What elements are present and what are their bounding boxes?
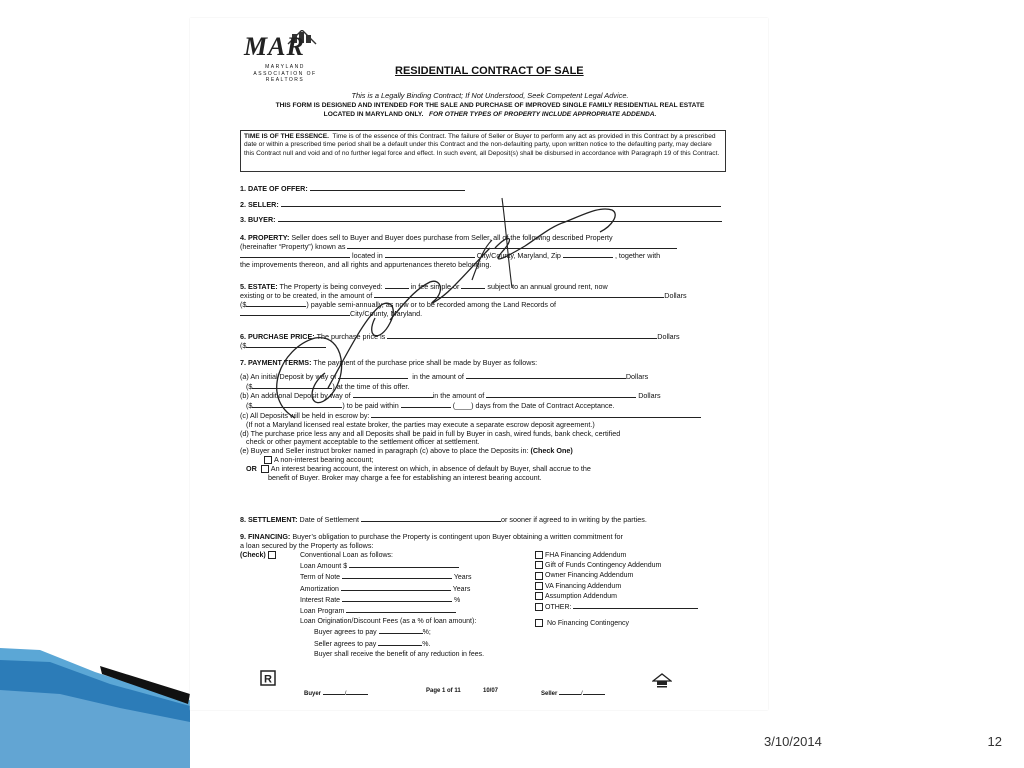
slide-page-number: 12	[987, 734, 1002, 749]
purpose-line-2: LOCATED IN MARYLAND ONLY. FOR OTHER TYPES OF PROPERTY INCLUDE APPROPRIATE ADDENDA.	[323, 111, 657, 118]
document-subtitle: This is a Legally Binding Contract; If Not Understood, Seek Competent Legal Advice.	[351, 91, 629, 100]
checkbox-va[interactable]	[535, 582, 543, 590]
checkbox-gift-funds[interactable]	[535, 561, 543, 569]
purpose-line-1: THIS FORM IS DESIGNED AND INTENDED FOR THE SALE AND PURCHASE OF IMPROVED SINGLE FAMILY RESIDENTIAL REAL ESTATE	[275, 102, 705, 109]
checkbox-owner-financing[interactable]	[535, 572, 543, 580]
checkbox-no-financing[interactable]	[535, 619, 543, 627]
contract-document: MAR MARYLAND ASSOCIATION OF REALTORS RESIDENTIAL CONTRACT OF SALE This is a Legally Binding Contract; If Not Understood, Seek Competent Legal Advice. THIS FORM IS DESIGNED AND INTENDED FOR THE SALE AND PURCHASE OF IMPROVED SINGLE FAMILY RESIDENTIAL REAL ESTATE LOCATED IN MARYLAND ONLY. FOR OTHER TYPES OF PROPERTY INCLUDE APPROPRIATE ADDENDA. TIME IS OF THE ESSENCE. Time is of the essence of this Contract. The failure of Seller or Buyer to perform any act as provided in this Contract by a prescribed date or within a prescribed time period shall be a default under this Contract and the non-defaulting party, upon written notice to the defaulting party, may declare this Contract null and void and of no further legal force and effect. In such event, all Deposit(s) shall be disbursed in accordance with Paragraph 19 of this Contract. 1. DATE OF OFFER: 2. SELLER: 3. BUYER: 4. PROPERTY: Seller does sell to Buyer and Buyer does purchase from Seller, all of the following described Property (hereinafter “Property”) known as located in City/County, Maryland, Zip , together with the improvements thereon, and all rights and appurtenances thereto belonging. 5. ESTATE: The Property is being conveyed: in fee simple or subject to an annual ground rent, now existing or to be created, in the amount of Dollars ($ ) payable semi-annually, as now or to be recorded among the Land Records of City/County, Maryland. 6. PURCHASE PRICE: The purchase price is Dollars ($ 7. PAYMENT TERMS: The payment of the purchase price shall be made by Buyer as follows: (a) An initial Deposit by way of in the amount of Dollars ($ ) at the time of this offer. (b) An additional Deposit by way of in the amount of Dollars ($ ) to be paid within (____) days from the Date of Contract Acceptance. (c) All Deposits will be held in escrow by: (If not a Maryland licensed real estate broker, the parties may execute a separate escrow deposit agreement.) (d) The purchase price less any and all Deposits shall be paid in full by Buyer in cash, wired funds, bank check, certified check or other payment acceptable to the settlement officer at settlement. (e) Buyer and Seller instruct broker named in paragraph (c) above to place the Deposits in: (Check One) A non-interest bearing account; OR An interest bearing account, the interest on which, in absence of default by Buyer, shall accrue to the benefit of Buyer. Broker may charge a fee for establishing an interest bearing account. 8. SETTLEMENT: Date of Settlement or sooner if agreed to in writing by the parties. 9. FINANCING: Buyer’s obligation to purchase the Property is contingent upon Buyer obtaining a written commitment for a loan secured by the Property as follows: (Check) Conventional Loan as follows: Loan Amount $ Term of Note Years Amortization Years Interest Rate % Loan Program Loan Origination/Discount Fees (as a % of loan amount): Buyer agrees to pay %; Seller agrees to pay %. Buyer shall receive the benefit of any reduction in fees. FHA Financing Addendum Gift of Funds Contingency Addendum Owner Financing Addendum VA Financing Addendum Assumption Addendum OTHER: No Financing Contingency R Buyer / Page 1 of 11 10/07 Seller /	[190, 18, 768, 710]
checkbox-assumption[interactable]	[535, 592, 543, 600]
date-of-offer: 1. DATE OF OFFER:	[240, 184, 730, 193]
financing-right-column: FHA Financing Addendum Gift of Funds Contingency Addendum Owner Financing Addendum VA Financing Addendum Assumption Addendum OTHER: No Financing Contingency	[535, 551, 765, 629]
logo-brand: MAR	[244, 32, 305, 61]
time-essence-box: TIME IS OF THE ESSENCE. Time is of the essence of this Contract. The failure of Seller or Buyer to perform any act as provided in this Contract by a prescribed date or within a prescribed time period shall be a default under this Contract and the non-defaulting party, upon written notice to the defaulting party, may declare this Contract null and void and of no further legal force and effect. In such event, all Deposit(s) shall be disbursed in accordance with Paragraph 19 of this Contract.	[240, 130, 726, 172]
buyer-field: 3. BUYER:	[240, 215, 730, 224]
property-section: 4. PROPERTY: Seller does sell to Buyer and Buyer does purchase from Seller, all of the following described Property (hereinafter “Property”) known as located in City/County, Maryland, Zip , together with the improvements thereon, and all rights and appurtenances thereto belonging.	[240, 233, 730, 269]
checkbox-conventional[interactable]	[268, 551, 276, 559]
sample-watermark-signature	[240, 188, 680, 438]
document-title: RESIDENTIAL CONTRACT OF SALE	[395, 65, 584, 77]
settlement-section: 8. SETTLEMENT: Date of Settlement or sooner if agreed to in writing by the parties.	[240, 515, 647, 524]
logo-subtitle: MARYLAND ASSOCIATION OF REALTORS	[253, 64, 317, 83]
financing-left-column: Conventional Loan as follows: Loan Amount $ Term of Note Years Amortization Years Interest Rate % Loan Program Loan Origination/Discount Fees (as a % of loan amount): Buyer agrees to pay %; Seller agrees to pay %. Buyer shall receive the benefit of any reduction in fees.	[300, 552, 485, 658]
seller-field: 2. SELLER:	[240, 200, 730, 209]
svg-text:R: R	[264, 673, 272, 686]
realtor-r-icon	[260, 670, 276, 686]
estate-section: 5. ESTATE: The Property is being conveyed: in fee simple or subject to an annual ground rent, now existing or to be created, in the amount of Dollars ($ ) payable semi-annually, as now or to be recorded among the Land Records of City/County, Maryland.	[240, 282, 687, 318]
equal-housing-icon	[652, 673, 672, 691]
checkbox-fha[interactable]	[535, 551, 543, 559]
financing-section: 9. FINANCING: Buyer’s obligation to purchase the Property is contingent upon Buyer obtaining a written commitment for a loan secured by the Property as follows:	[240, 532, 623, 550]
check-label: (Check)	[240, 551, 278, 561]
purchase-price-section: 6. PURCHASE PRICE: The purchase price is Dollars ($	[240, 332, 680, 350]
checkbox-other[interactable]	[535, 603, 543, 611]
slide-date: 3/10/2014	[764, 734, 822, 749]
payment-terms-section: 7. PAYMENT TERMS: The payment of the purchase price shall be made by Buyer as follows: (a) An initial Deposit by way of in the amount of Dollars ($ ) at the time of this offer. (b) An additional Deposit by way of in the amount of Dollars ($ ) to be paid within (____) days from the Date of Contract Acceptance. (c) All Deposits will be held in escrow by: (If not a Maryland licensed real estate broker, the parties may execute a separate escrow deposit agreement.) (d) The purchase price less any and all Deposits shall be paid in full by Buyer in cash, wired funds, bank check, certified check or other payment acceptable to the settlement officer at settlement. (e) Buyer and Seller instruct broker named in paragraph (c) above to place the Deposits in: (Check One) A non-interest bearing account; OR An interest bearing account, the interest on which, in absence of default by Buyer, shall accrue to the benefit of Buyer. Broker may charge a fee for establishing an interest bearing account.	[240, 359, 730, 482]
